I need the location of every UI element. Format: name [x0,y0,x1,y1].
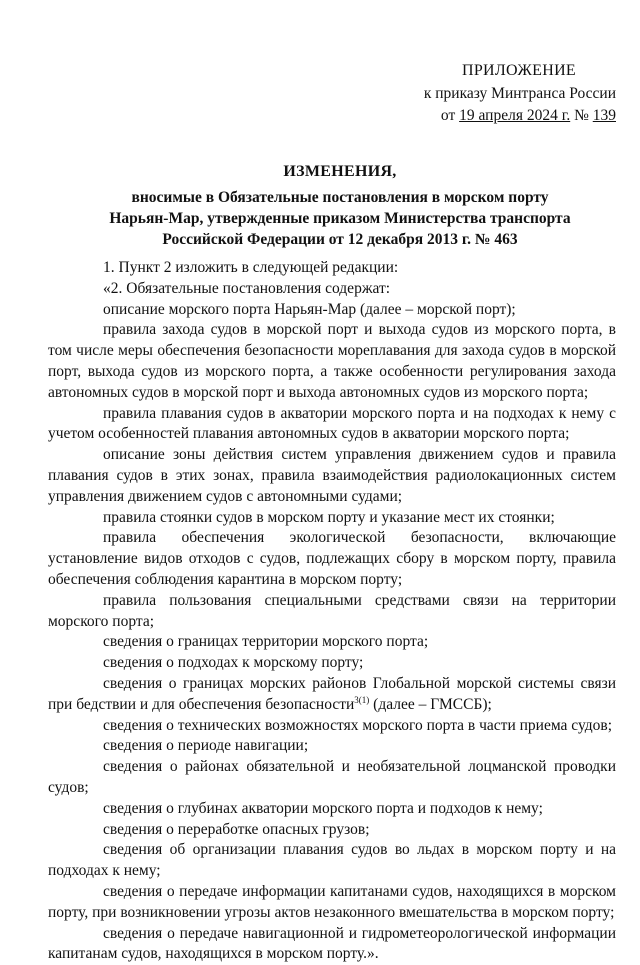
appendix-order-line: к приказу Минтранса России [386,83,616,105]
document-heading [90,163,590,250]
paragraph: правила пользования специальными средствами связи на территории морского порта; [48,591,616,633]
paragraph: сведения о районах обязательной и необязательной лоцманской проводки судов; [48,757,616,799]
paragraph: сведения о переработке опасных грузов; [48,820,616,841]
paragraph: описание морского порта Нарьян-Мар (далее – морской порт); [48,300,616,321]
date-prefix: от [441,107,459,124]
paragraph: сведения о технических возможностях морского порта в части приема судов; [48,716,616,737]
paragraph: сведения о границах территории морского порта; [48,632,616,653]
order-date: 19 апреля 2024 г. [459,107,570,124]
heading-line-2: Нарьян-Мар, утвержденные приказом Министерства транспорта [90,208,590,229]
paragraph: сведения о глубинах акватории морского порта и подходов к нему; [48,799,616,820]
appendix-date-line [386,105,616,127]
paragraph: правила стоянки судов в морском порту и указание мест их стоянки; [48,508,616,529]
appendix-block [386,62,616,127]
number-sign: № [570,107,593,124]
paragraph: «2. Обязательные постановления содержат: [48,279,616,300]
paragraph: сведения о передаче информации капитанами судов, находящихся в морском порту, при возникновении угрозы актов незаконного вмешательства в морском порту; [48,882,616,924]
order-number: 139 [593,107,616,124]
paragraph: правила плавания судов в акватории морского порта и на подходах к нему с учетом особенностей плавания автономных судов в акватории морского порта; [48,404,616,446]
heading-line-3: Российской Федерации от 12 декабря 2013 г. № 463 [90,229,590,250]
appendix-title: ПРИЛОЖЕНИЕ [386,62,616,80]
paragraph: сведения о периоде навигации; [48,736,616,757]
paragraph: описание зоны действия систем управления движением судов и правила плавания судов в этих зонах, правила взаимодействия радиолокационных систем управления движением судов с автономными судами; [48,445,616,507]
document-body [48,258,616,965]
paragraph: сведения о передаче навигационной и гидрометеорологической информации капитанам судов, находящихся в морском порту.». [48,924,616,965]
paragraph: сведения о подходах к морскому порту; [48,653,616,674]
paragraph: 1. Пункт 2 изложить в следующей редакции: [48,258,616,279]
paragraph-gmdss [48,674,616,716]
paragraph: правила обеспечения экологической безопасности, включающие установление видов отходов с судов, подлежащих сбору в морском порту, правила обеспечения соблюдения карантина в морском порту; [48,528,616,590]
heading-line-1: вносимые в Обязательные постановления в морском порту [90,187,590,208]
gmdss-abbrev: (далее – ГМССБ); [369,696,492,713]
heading-title: ИЗМЕНЕНИЯ, [90,163,590,181]
gmdss-text: сведения о границах морских районов Глобальной морской системы связи при бедствии и для обеспечения безопасности [48,675,616,713]
footnote-ref: 3(1) [354,695,369,705]
paragraph: правила захода судов в морской порт и выхода судов из морского порта, в том числе меры обеспечения безопасности мореплавания для захода судов в морской порт, выхода судов из морского порта, а также особенности регулирования захода автономных судов в морской порт и выхода автономных судов из морского порта; [48,320,616,403]
paragraph: сведения об организации плавания судов во льдах в морском порту и на подходах к нему; [48,840,616,882]
